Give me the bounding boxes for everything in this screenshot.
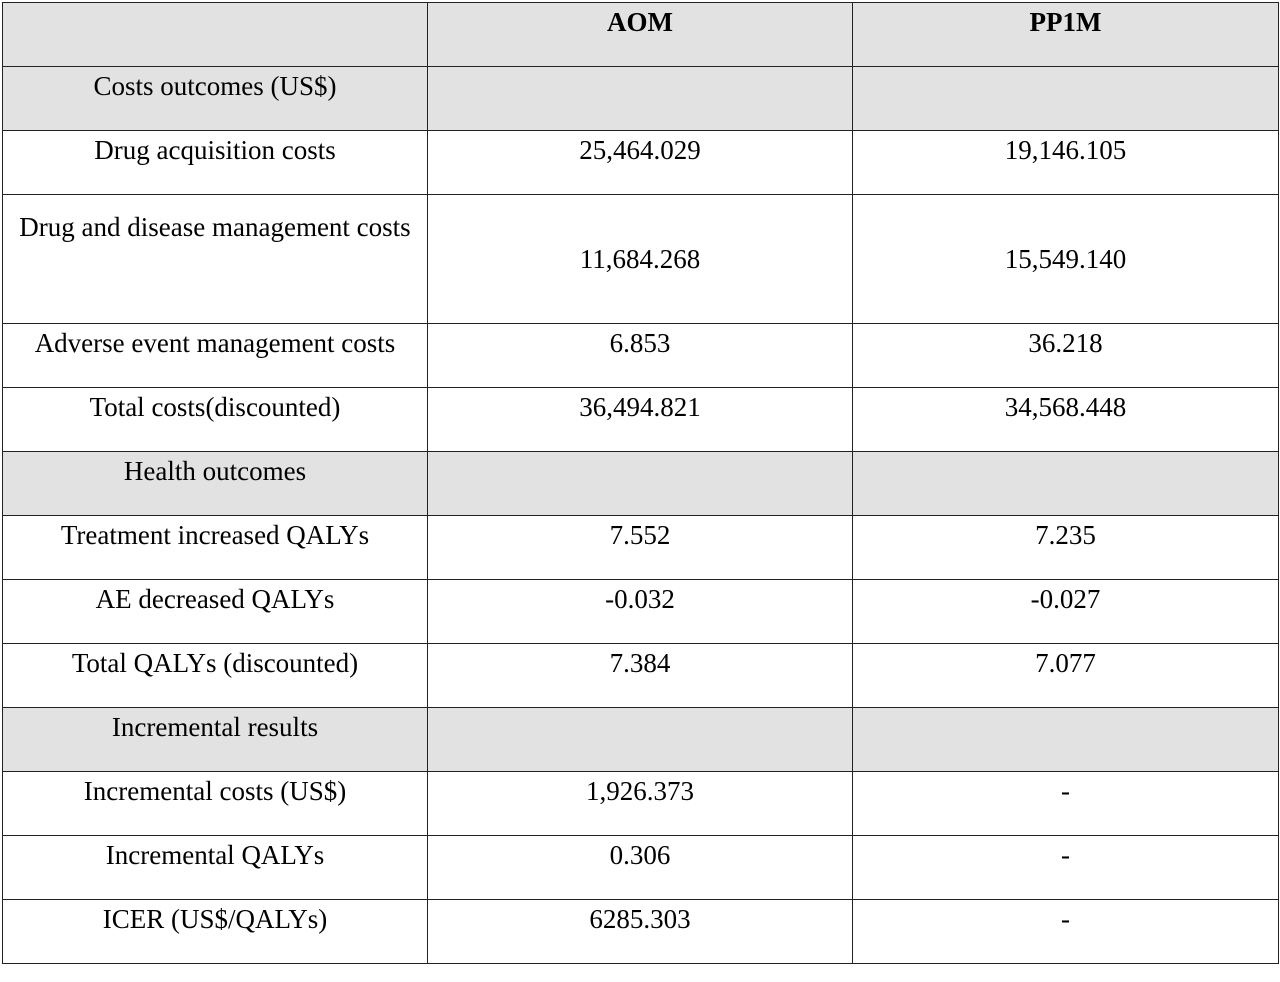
pp1m-value: 15,549.140	[853, 195, 1279, 324]
table-row	[3, 131, 1279, 195]
aom-value: 7.552	[428, 516, 853, 580]
aom-value: 6285.303	[428, 900, 853, 964]
section-row-health	[3, 452, 1279, 516]
section-cell-empty	[853, 452, 1279, 516]
table-row	[3, 195, 1279, 324]
aom-value: -0.032	[428, 580, 853, 644]
row-label: Total QALYs (discounted)	[3, 644, 428, 708]
results-table	[2, 2, 1279, 964]
section-label: Health outcomes	[3, 452, 428, 516]
aom-value: 6.853	[428, 324, 853, 388]
table-row	[3, 772, 1279, 836]
row-label: Treatment increased QALYs	[3, 516, 428, 580]
pp1m-value: 36.218	[853, 324, 1279, 388]
table-row	[3, 324, 1279, 388]
section-cell-empty	[428, 67, 853, 131]
aom-value: 0.306	[428, 836, 853, 900]
row-label: Incremental costs (US$)	[3, 772, 428, 836]
pp1m-value: -	[853, 772, 1279, 836]
pp1m-value: 19,146.105	[853, 131, 1279, 195]
row-label: Incremental QALYs	[3, 836, 428, 900]
pp1m-value: 7.235	[853, 516, 1279, 580]
pp1m-value: -0.027	[853, 580, 1279, 644]
section-label: Incremental results	[3, 708, 428, 772]
table-row	[3, 516, 1279, 580]
row-label: Total costs(discounted)	[3, 388, 428, 452]
aom-value: 36,494.821	[428, 388, 853, 452]
pp1m-value: 7.077	[853, 644, 1279, 708]
row-label: Drug acquisition costs	[3, 131, 428, 195]
row-label: ICER (US$/QALYs)	[3, 900, 428, 964]
pp1m-value: -	[853, 900, 1279, 964]
aom-value: 11,684.268	[428, 195, 853, 324]
aom-value: 7.384	[428, 644, 853, 708]
table-row	[3, 644, 1279, 708]
row-label: AE decreased QALYs	[3, 580, 428, 644]
section-cell-empty	[428, 452, 853, 516]
row-label: Adverse event management costs	[3, 324, 428, 388]
header-cell-pp1m: PP1M	[853, 3, 1279, 67]
table-row	[3, 836, 1279, 900]
row-label: Drug and disease management costs	[3, 195, 428, 324]
table-row	[3, 388, 1279, 452]
section-label: Costs outcomes (US$)	[3, 67, 428, 131]
table-row	[3, 900, 1279, 964]
header-cell-aom: AOM	[428, 3, 853, 67]
pp1m-value: 34,568.448	[853, 388, 1279, 452]
aom-value: 1,926.373	[428, 772, 853, 836]
section-cell-empty	[853, 67, 1279, 131]
section-cell-empty	[853, 708, 1279, 772]
pp1m-value: -	[853, 836, 1279, 900]
table-row	[3, 580, 1279, 644]
section-row-incremental	[3, 708, 1279, 772]
header-row	[3, 3, 1279, 67]
section-cell-empty	[428, 708, 853, 772]
section-row-costs	[3, 67, 1279, 131]
header-cell-empty	[3, 3, 428, 67]
aom-value: 25,464.029	[428, 131, 853, 195]
